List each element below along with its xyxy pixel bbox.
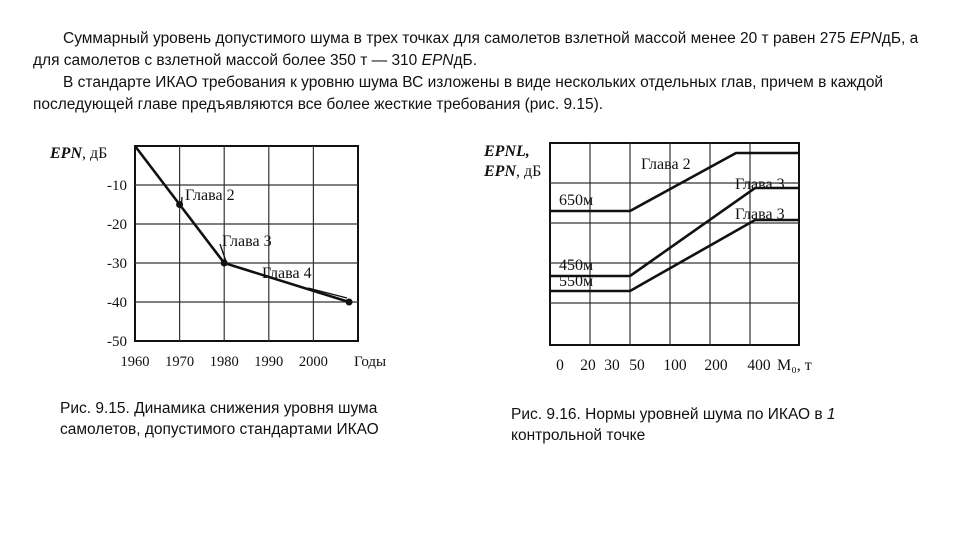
p1-text-a: Суммарный уровень допустимого шума в трех точках для самолетов взлетной массой менее 20 т равен 275 [63, 30, 850, 47]
chart2-ylabel-em: EPN [484, 163, 516, 180]
chart1-point-label: Глава 3 [222, 233, 272, 250]
chart1-point [346, 299, 353, 306]
chart1-point [221, 260, 228, 267]
chart2-ylabel-line1 [483, 143, 530, 160]
chart2-series [550, 153, 799, 291]
chart2-series-label: Глава 3 [735, 176, 785, 193]
chart2-xlabel: M₀, т [777, 357, 812, 374]
p1-epn-1: EPN [849, 30, 882, 47]
chart1-x-tick: 1990 [254, 354, 284, 370]
figure-9-16-caption [511, 404, 891, 446]
icao-paragraph [33, 72, 933, 116]
p1-text-c: дБ. [453, 52, 478, 69]
chart1-y-tick: -40 [107, 295, 127, 311]
p1-epn-2: EPN [421, 52, 454, 69]
p2-text: В стандарте ИКАО требования к уровню шума ВС изложены в виде нескольких отдельных глав, причем в каждой последующей главе предъявляются все более жесткие требования (рис. 9.15). [33, 74, 884, 113]
chart2-ylabel-line2 [483, 163, 541, 180]
chart1-ylabel-em: EPN [50, 145, 82, 162]
chart2-series-label: Глава 3 [735, 206, 785, 223]
chart2-x-tick: 0 [556, 357, 564, 374]
chart1-x-ticks [121, 354, 328, 370]
caption2-text-a: Рис. 9.16. Нормы уровней шума по ИКАО в [511, 406, 827, 423]
noise-dynamics-chart [40, 138, 387, 383]
caption2-text-b: контрольной точке [511, 427, 646, 444]
caption2-em: 1 [826, 406, 836, 423]
chart1-y-ticks [107, 178, 127, 350]
chart2-level-label: 550м [559, 273, 594, 290]
chart1-y-tick: -20 [107, 217, 127, 233]
chart2-x-tick: 50 [629, 357, 645, 374]
chart1-y-tick: -50 [107, 334, 127, 350]
chart1-y-tick: -10 [107, 178, 127, 194]
chart2-x-tick: 30 [604, 357, 620, 374]
chart1-y-tick: -30 [107, 256, 127, 272]
chart1-x-tick: 1970 [165, 354, 195, 370]
chart2-ylabel-rest: , дБ [516, 163, 542, 180]
icao-norms-chart [478, 138, 838, 383]
chart2-series-label: Глава 2 [641, 156, 691, 173]
chart2-ylabel-1: EPNL, [484, 143, 530, 160]
figure-9-15-caption: Рис. 9.15. Динамика снижения уровня шума самолетов, допустимого стандартами ИКАО [60, 400, 379, 438]
chart2-x-tick: 100 [663, 357, 687, 374]
chart2-x-tick: 20 [580, 357, 596, 374]
chart1-x-tick: 1980 [209, 354, 239, 370]
p1-text-b: дБ, а для самолетов с взлетной массой более 350 т — 310 [33, 30, 919, 69]
chart1-x-tick: 1960 [120, 354, 150, 370]
chart1-ylabel [49, 145, 107, 162]
chart2-level-label: 450м [559, 257, 594, 274]
chart1-point-label: Глава 4 [262, 265, 312, 282]
intro-paragraph [33, 28, 933, 72]
chart1-point-label: Глава 2 [185, 187, 235, 204]
chart2-x-ticks [556, 357, 771, 374]
chart1-x-tick: 2000 [298, 354, 328, 370]
chart1-series [135, 146, 353, 306]
chart2-level-label: 650м [559, 192, 594, 209]
chart2-x-tick: 200 [704, 357, 728, 374]
chart1-xlabel: Годы [354, 354, 387, 370]
chart1-ylabel-rest: , дБ [82, 145, 108, 162]
chart2-x-tick: 400 [747, 357, 771, 374]
